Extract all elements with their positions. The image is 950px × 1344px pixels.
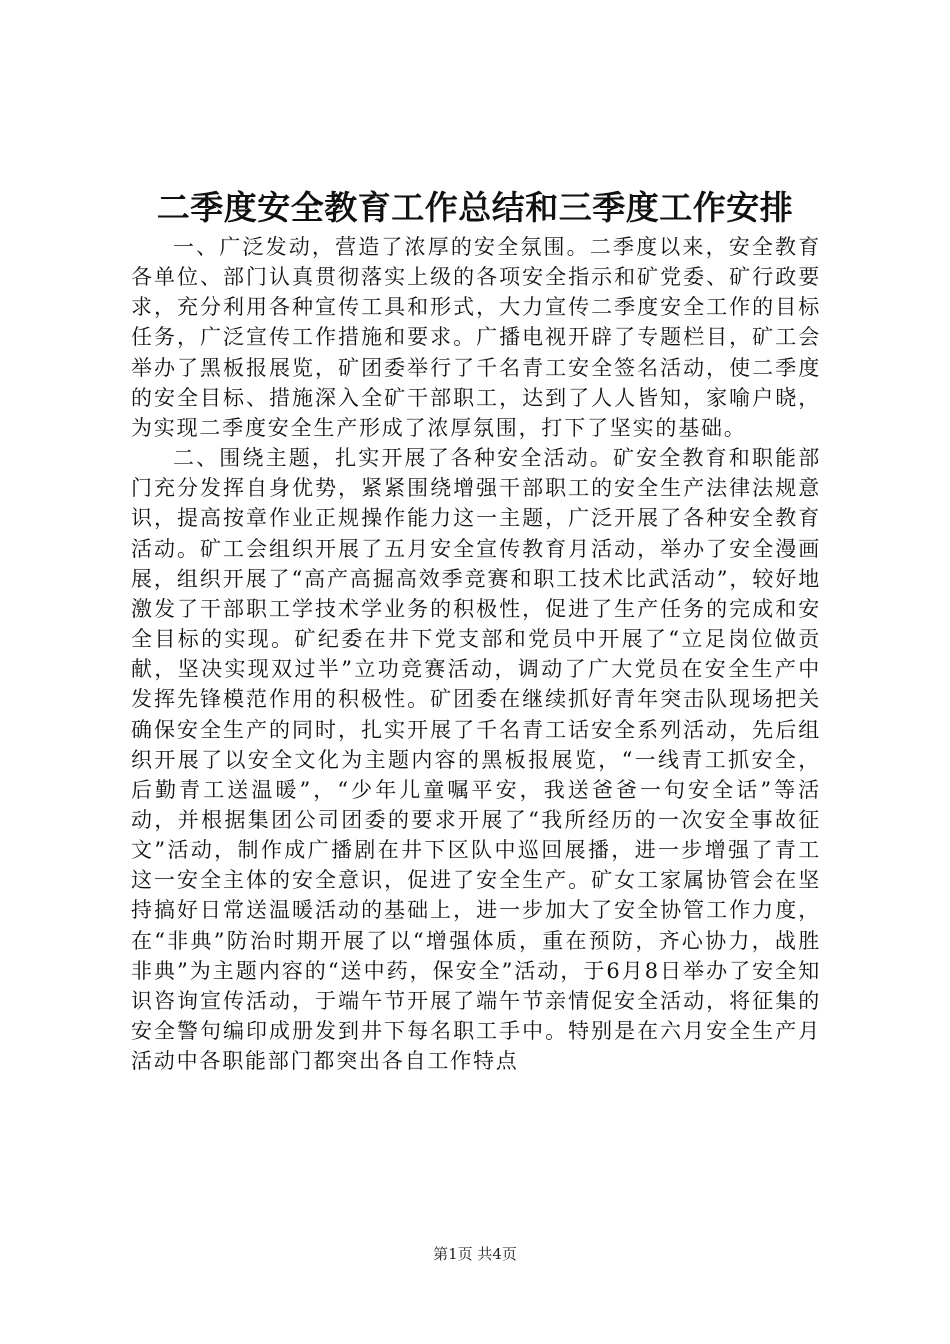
document-title: 二季度安全教育工作总结和三季度工作安排: [156, 188, 794, 227]
page-number-footer: 第1页 共4页: [433, 1245, 517, 1263]
document-body: [131, 232, 821, 1076]
paragraph-1: 一、广泛发动，营造了浓厚的安全氛围。二季度以来，安全教育各单位、部门认真贯彻落实上级的各项安全指示和矿党委、矿行政要求，充分利用各种宣传工具和形式，大力宣传二季度安全工作的目标任务，广泛宣传工作措施和要求。广播电视开辟了专题栏目，矿工会举办了黑板报展览，矿团委举行了千名青工安全签名活动，使二季度的安全目标、措施深入全矿干部职工，达到了人人皆知，家喻户晓，为实现二季度安全生产形成了浓厚氛围，打下了坚实的基础。: [131, 235, 821, 440]
paragraph-2: 二、围绕主题，扎实开展了各种安全活动。矿安全教育和职能部门充分发挥自身优势，紧紧围绕增强干部职工的安全生产法律法规意识，提高按章作业正规操作能力这一主题，广泛开展了各种安全教育活动。矿工会组织开展了五月安全宣传教育月活动，举办了安全漫画展，组织开展了“高产高掘高效季竞赛和职工技术比武活动”，较好地激发了干部职工学技术学业务的积极性，促进了生产任务的完成和安全目标的实现。矿纪委在井下党支部和党员中开展了“立足岗位做贡献，坚决实现双过半”立功竞赛活动，调动了广大党员在安全生产中发挥先锋模范作用的积极性。矿团委在继续抓好青年突击队现场把关确保安全生产的同时，扎实开展了千名青工话安全系列活动，先后组织开展了以安全文化为主题内容的黑板报展览，“一线青工抓安全，后勤青工送温暖”，“少年儿童嘱平安，我送爸爸一句安全话”等活动，并根据集团公司团委的要求开展了“我所经历的一次安全事故征文”活动，制作成广播剧在井下区队中巡回展播，进一步增强了青工这一安全主体的安全意识，促进了安全生产。矿女工家属协管会在坚持搞好日常送温暖活动的基础上，进一步加大了安全协管工作力度，在“非典”防治时期开展了以“增强体质，重在预防，齐心协力，战胜非典”为主题内容的“送中药，保安全”活动，于6月8日举办了安全知识咨询宣传活动，于端午节开展了端午节亲情促安全活动，将征集的安全警句编印成册发到井下每名职工手中。特别是在六月安全生产月活动中各职能部门都突出各自工作特点: [131, 446, 821, 1074]
